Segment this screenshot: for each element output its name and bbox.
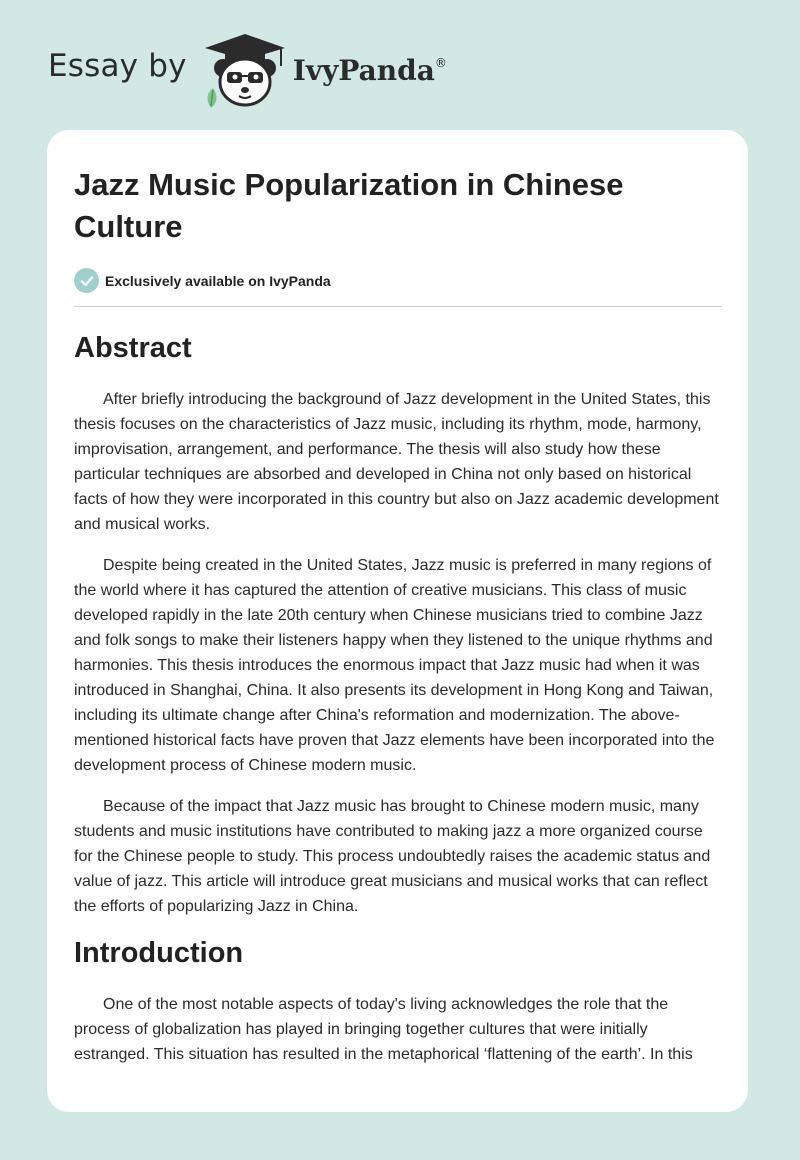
exclusive-badge-label: Exclusively available on IvyPanda — [105, 272, 331, 289]
section-heading-introduction: Introduction — [74, 937, 244, 969]
panda-graduate-icon[interactable] — [201, 30, 289, 110]
brand-name[interactable]: IvyPanda® — [292, 53, 447, 87]
page-title: Jazz Music Popularization in Chinese Culture — [74, 167, 624, 244]
essay-card — [47, 130, 748, 1112]
exclusive-badge — [74, 268, 722, 293]
abstract-paragraph: Because of the impact that Jazz music has brought to Chinese modern music, many students and music institutions have contributed to making jazz a more organized course for the Chinese people to study. This process undoubtedly raises the academic status and value of jazz. This article will introduce great musicians and musical works that can reflect the efforts of popularizing Jazz in China. — [74, 798, 711, 915]
checkmark-icon — [74, 268, 99, 293]
introduction-paragraph: One of the most notable aspects of today's living acknowledges the role that the process of globalization has played in bringing together cultures that were initially estranged. This situation has resulted in the metaphorical ‘flattening of the earth’. In this — [74, 996, 693, 1063]
abstract-paragraph: Despite being created in the United States, Jazz music is preferred in many regions of the world where it has captured the attention of creative musicians. This class of music developed rapidly in the late 20th century when Chinese musicians tried to combine Jazz and folk songs to make their listeners happy when they listened to the unique rhythms and harmonies. This thesis introduces the enormous impact that Jazz music had when it was introduced in Shanghai, China. It also presents its development in Hong Kong and Taiwan, including its ultimate change after China's reformation and modernization. The above-mentioned historical facts have proven that Jazz elements have been incorporated into the development process of Chinese modern music. — [74, 557, 715, 774]
abstract-paragraph: After briefly introducing the background of Jazz development in the United States, this thesis focuses on the characteristics of Jazz music, including its rhythm, mode, harmony, improvisation, arrangement, and performance. The thesis will also study how these particular techniques are absorbed and developed in China not only based on historical facts of how they were incorporated in this country but also on Jazz academic development and musical works. — [74, 391, 719, 533]
divider — [74, 306, 722, 307]
section-heading-abstract: Abstract — [74, 332, 192, 364]
site-header — [48, 30, 508, 110]
essay-by-label: Essay by — [48, 48, 187, 84]
